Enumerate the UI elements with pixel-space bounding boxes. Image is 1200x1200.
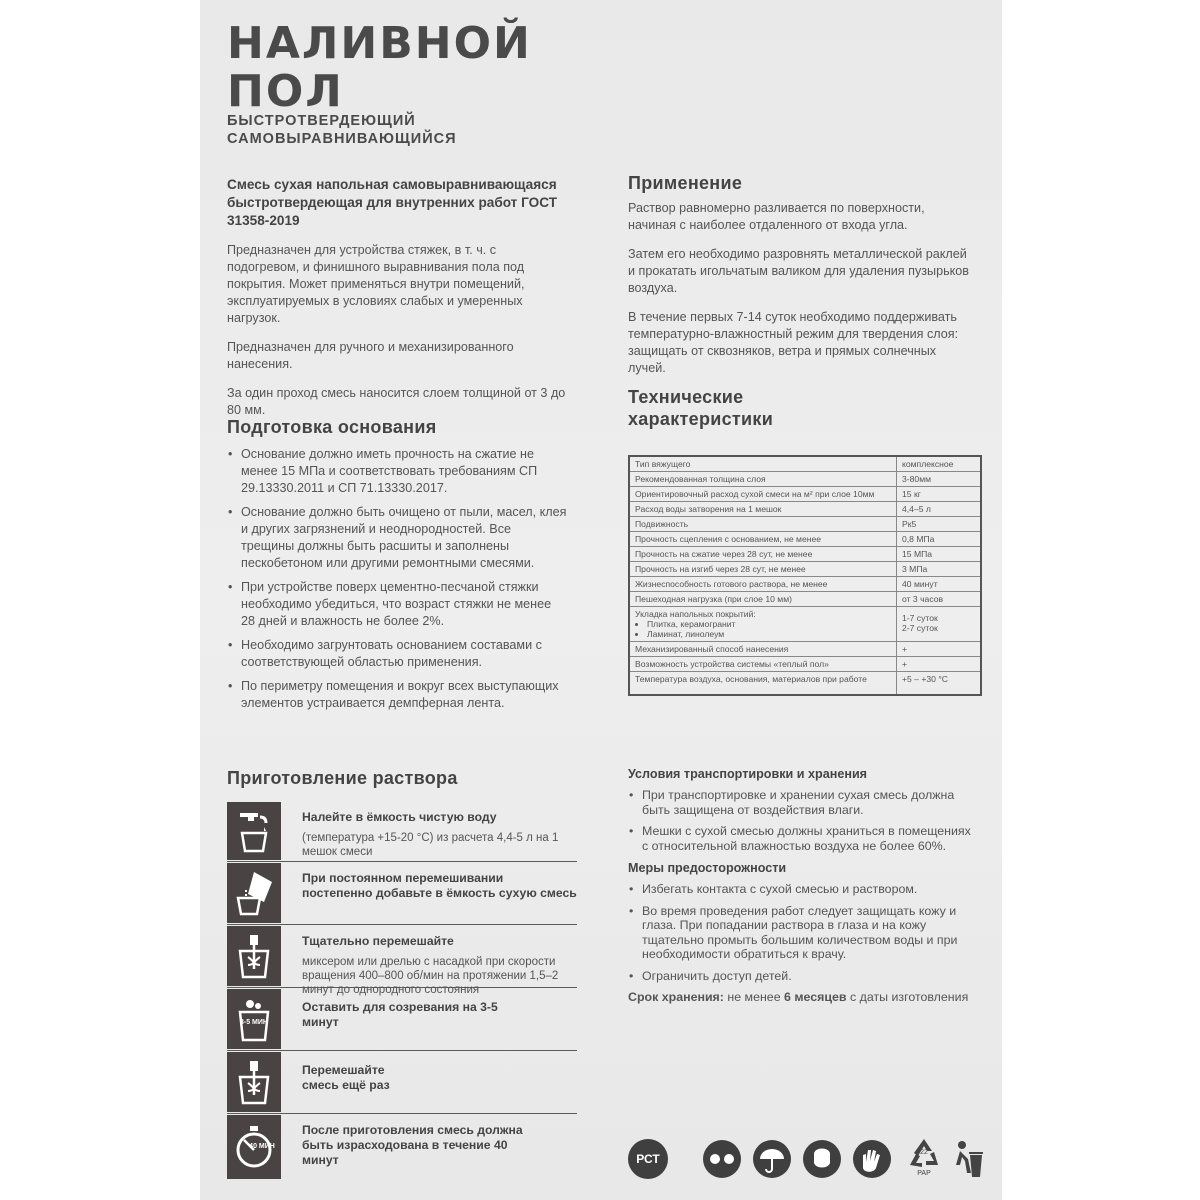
dispose-bin-icon — [950, 1137, 986, 1186]
list-item: • Избегать контакта с сухой смесью и раствором. — [628, 882, 974, 897]
table-row — [629, 517, 981, 532]
tech-table — [628, 455, 982, 696]
shelf-life-suffix: с даты изготовления — [849, 990, 969, 1004]
tap-bucket-icon — [227, 802, 281, 860]
stopwatch-icon — [227, 1115, 281, 1179]
respirator-icon — [802, 1139, 842, 1184]
spec-key: Пешеходная нагрузка (при слое 10 мм) — [629, 592, 897, 607]
step-title: Тщательно перемешайте — [302, 934, 454, 948]
preparation-section — [227, 416, 567, 719]
mixing-step — [227, 1051, 577, 1114]
subtitle-line-2: САМОВЫРАВНИВАЮЩИЙСЯ — [227, 131, 457, 147]
intro-section — [227, 176, 567, 431]
list-item: • По периметру помещения и вокруг всех выступающих элементов устраивается демпферная лента. — [227, 678, 567, 712]
spec-value — [897, 607, 982, 642]
table-row — [629, 642, 981, 657]
spec-value: 3-80мм — [897, 472, 982, 487]
title-line-1: НАЛИВНОЙ — [227, 18, 532, 69]
spec-key: Прочность на сжатие через 28 сут, не менее — [629, 547, 897, 562]
product-sheet — [200, 0, 1002, 1200]
spec-key: Ориентировочный расход сухой смеси на м² при слое 10мм — [629, 487, 897, 502]
cert-text: РСТ — [636, 1152, 660, 1166]
table-row — [629, 607, 981, 642]
table-row — [629, 532, 981, 547]
rst-cert-icon — [628, 1139, 668, 1179]
step-text: (температура +15-20 °С) из расчета 4,4-5 л на 1 мешок смеси — [302, 832, 559, 858]
mixer-icon — [227, 926, 281, 986]
spec-value: + — [897, 657, 982, 672]
list-item: • При устройстве поверх цементно-песчаной стяжки необходимо убедиться, что возраст стяжки не менее 28 дней и влажность не более 2%. — [227, 579, 567, 630]
spec-value: +5 – +30 °С — [897, 672, 982, 696]
spec-value: 0,8 МПа — [897, 532, 982, 547]
table-row — [629, 577, 981, 592]
spec-value: 40 минут — [897, 577, 982, 592]
step-title: После приготовления смесь должна быть израсходована в течение 40 минут — [302, 1123, 523, 1167]
mixing-steps — [227, 801, 577, 1180]
spec-value: от 3 часов — [897, 592, 982, 607]
application-section — [628, 172, 974, 389]
spec-value: 3 МПа — [897, 562, 982, 577]
spec-value: 15 кг — [897, 487, 982, 502]
safety-heading: Меры предосторожности — [628, 861, 787, 875]
application-paragraph: Раствор равномерно разливается по поверхности, начиная с наиболее отдаленного от входа угла. — [628, 201, 925, 232]
spec-key: Температура воздуха, основания, материалов при работе — [629, 672, 897, 696]
table-row — [629, 487, 981, 502]
application-paragraph: Затем его необходимо разровнять металлической раклей и прокатать игольчатым валиком для удаления пузырьков воздуха. — [628, 247, 969, 295]
intro-paragraph: За один проход смесь наносится слоем толщиной от 3 до 80 мм. — [227, 386, 566, 417]
spec-value: 15 МПа — [897, 547, 982, 562]
mixing-heading: Приготовление раствора — [227, 768, 458, 788]
tech-heading-line: Технические — [628, 387, 744, 407]
intro-paragraph: Предназначен для устройства стяжек, в т. ч. с подогревом, и финишного выравнивания пола под покрытия. Может применяться внутри помещений, эксплуатируемых в условиях слабых и умеренных нагрузок. — [227, 243, 525, 325]
laying-item: • Плитка, керамогранит — [647, 619, 891, 629]
shelf-life-label: Срок хранения: — [628, 990, 724, 1004]
table-row — [629, 672, 981, 696]
table-row — [629, 456, 981, 472]
laying-value: 2-7 суток — [902, 623, 938, 633]
timer-bucket-icon — [227, 989, 281, 1049]
tech-heading-line: характеристики — [628, 409, 774, 429]
mixer-icon — [227, 1052, 281, 1112]
safety-list — [628, 882, 974, 983]
shelf-life-value: 6 месяцев — [784, 990, 847, 1004]
recycle-number: 22 — [920, 1149, 928, 1156]
list-item: • При транспортировке и хранении сухая смесь должна быть защищена от воздействия влаги. — [628, 788, 974, 817]
title-line-2: ПОЛ — [227, 66, 344, 117]
spec-key: Возможность устройства системы «теплый пол» — [629, 657, 897, 672]
step-title: Налейте в ёмкость чистую воду — [302, 810, 497, 824]
preparation-list — [227, 446, 567, 712]
intro-paragraph: Предназначен для ручного и механизированного нанесения. — [227, 340, 514, 371]
spec-key: Подвижность — [629, 517, 897, 532]
list-item: • Основание должно иметь прочность на сжатие не менее 15 МПа и соответствовать требованиям СП 29.13330.2011 и СП 71.13330.2017. — [227, 446, 567, 497]
list-item: • Ограничить доступ детей. — [628, 969, 974, 984]
table-row — [629, 592, 981, 607]
application-heading: Применение — [628, 173, 743, 193]
list-item: • Необходимо загрунтовать основанием составами с соответствующей областью применения. — [227, 637, 567, 671]
spec-value: 4,4–5 л — [897, 502, 982, 517]
table-row — [629, 562, 981, 577]
gloves-icon — [852, 1139, 892, 1184]
bottom-icons — [628, 1135, 988, 1185]
storage-section — [628, 766, 974, 1005]
step-title: Оставить для созревания на 3-5 минут — [302, 1000, 498, 1029]
product-subtitle — [227, 112, 457, 148]
spec-key: Рекомендованная толщина слоя — [629, 472, 897, 487]
spec-key: Расход воды затворения на 1 мешок — [629, 502, 897, 517]
stopwatch-label: 40 МИН — [249, 1143, 275, 1150]
shelf-life-prefix: не менее — [727, 990, 781, 1004]
application-paragraph: В течение первых 7-14 суток необходимо поддерживать температурно-влажностный режим для твердения слоя: защищать от сквозняков, ветра и прямых солнечных лучей. — [628, 310, 959, 375]
table-row — [629, 547, 981, 562]
laying-value: 1-7 суток — [902, 613, 938, 623]
recycle-text: PAP — [917, 1170, 931, 1177]
spec-key: Тип вяжущего — [629, 456, 897, 472]
spec-key: Прочность сцепления с основанием, не менее — [629, 532, 897, 547]
bag-pour-icon — [227, 863, 281, 923]
timer-label: 3-5 МИН — [240, 1019, 268, 1026]
laying-label: Укладка напольных покрытий: — [635, 609, 756, 619]
preparation-heading: Подготовка основания — [227, 417, 437, 437]
recycle-icon — [904, 1137, 944, 1181]
step-text: миксером или дрелью с насадкой при скорости вращения 400–800 об/мин на протяжении 1,5–2 минут до однородного состояния — [302, 956, 559, 996]
table-row — [629, 502, 981, 517]
list-item: • Основание должно быть очищено от пыли, масел, клея и других загрязнений и неоднородностей. Все трещины должны быть расшиты и заполнены пескобетоном или другими ремонтными смесями. — [227, 504, 567, 572]
step-title: При постоянном перемешивании постепенно добавьте в ёмкость сухую смесь — [302, 871, 577, 900]
subtitle-line-1: БЫСТРОТВЕРДЕЮЩИЙ — [227, 113, 416, 129]
tech-heading — [628, 386, 773, 430]
product-title — [227, 20, 532, 116]
spec-key: Прочность на изгиб через 28 сут, не менее — [629, 562, 897, 577]
mixing-step — [227, 862, 577, 925]
table-row — [629, 472, 981, 487]
mixing-step — [227, 801, 577, 862]
spec-value: Рк5 — [897, 517, 982, 532]
step-title: Перемешайте смесь ещё раз — [302, 1063, 390, 1092]
spec-value: + — [897, 642, 982, 657]
spec-key — [629, 607, 897, 642]
list-item: • Во время проведения работ следует защищать кожу и глаза. При попадании раствора в глаза и на кожу тщательно промыть большим количеством воды и при необходимости обратиться к врачу. — [628, 904, 974, 962]
storage-heading: Условия транспортировки и хранения — [628, 767, 868, 781]
laying-item: • Ламинат, линолеум — [647, 629, 891, 639]
shelf-life — [628, 990, 974, 1005]
mixing-step — [227, 988, 577, 1051]
spec-value: комплексное — [897, 456, 982, 472]
storage-list — [628, 788, 974, 853]
mixing-step — [227, 925, 577, 996]
spec-key: Механизированный способ нанесения — [629, 642, 897, 657]
list-item: • Мешки с сухой смесью должны храниться в помещениях с относительной влажностью воздуха не более 60%. — [628, 824, 974, 853]
mixing-step — [227, 1114, 577, 1180]
goggles-icon — [702, 1139, 742, 1184]
keep-dry-icon — [752, 1139, 792, 1184]
spec-key: Жизнеспособность готового раствора, не менее — [629, 577, 897, 592]
intro-lead: Смесь сухая напольная самовыравнивающаяся быстротвердеющая для внутренних работ ГОСТ 31358-2019 — [227, 177, 557, 228]
table-row — [629, 657, 981, 672]
